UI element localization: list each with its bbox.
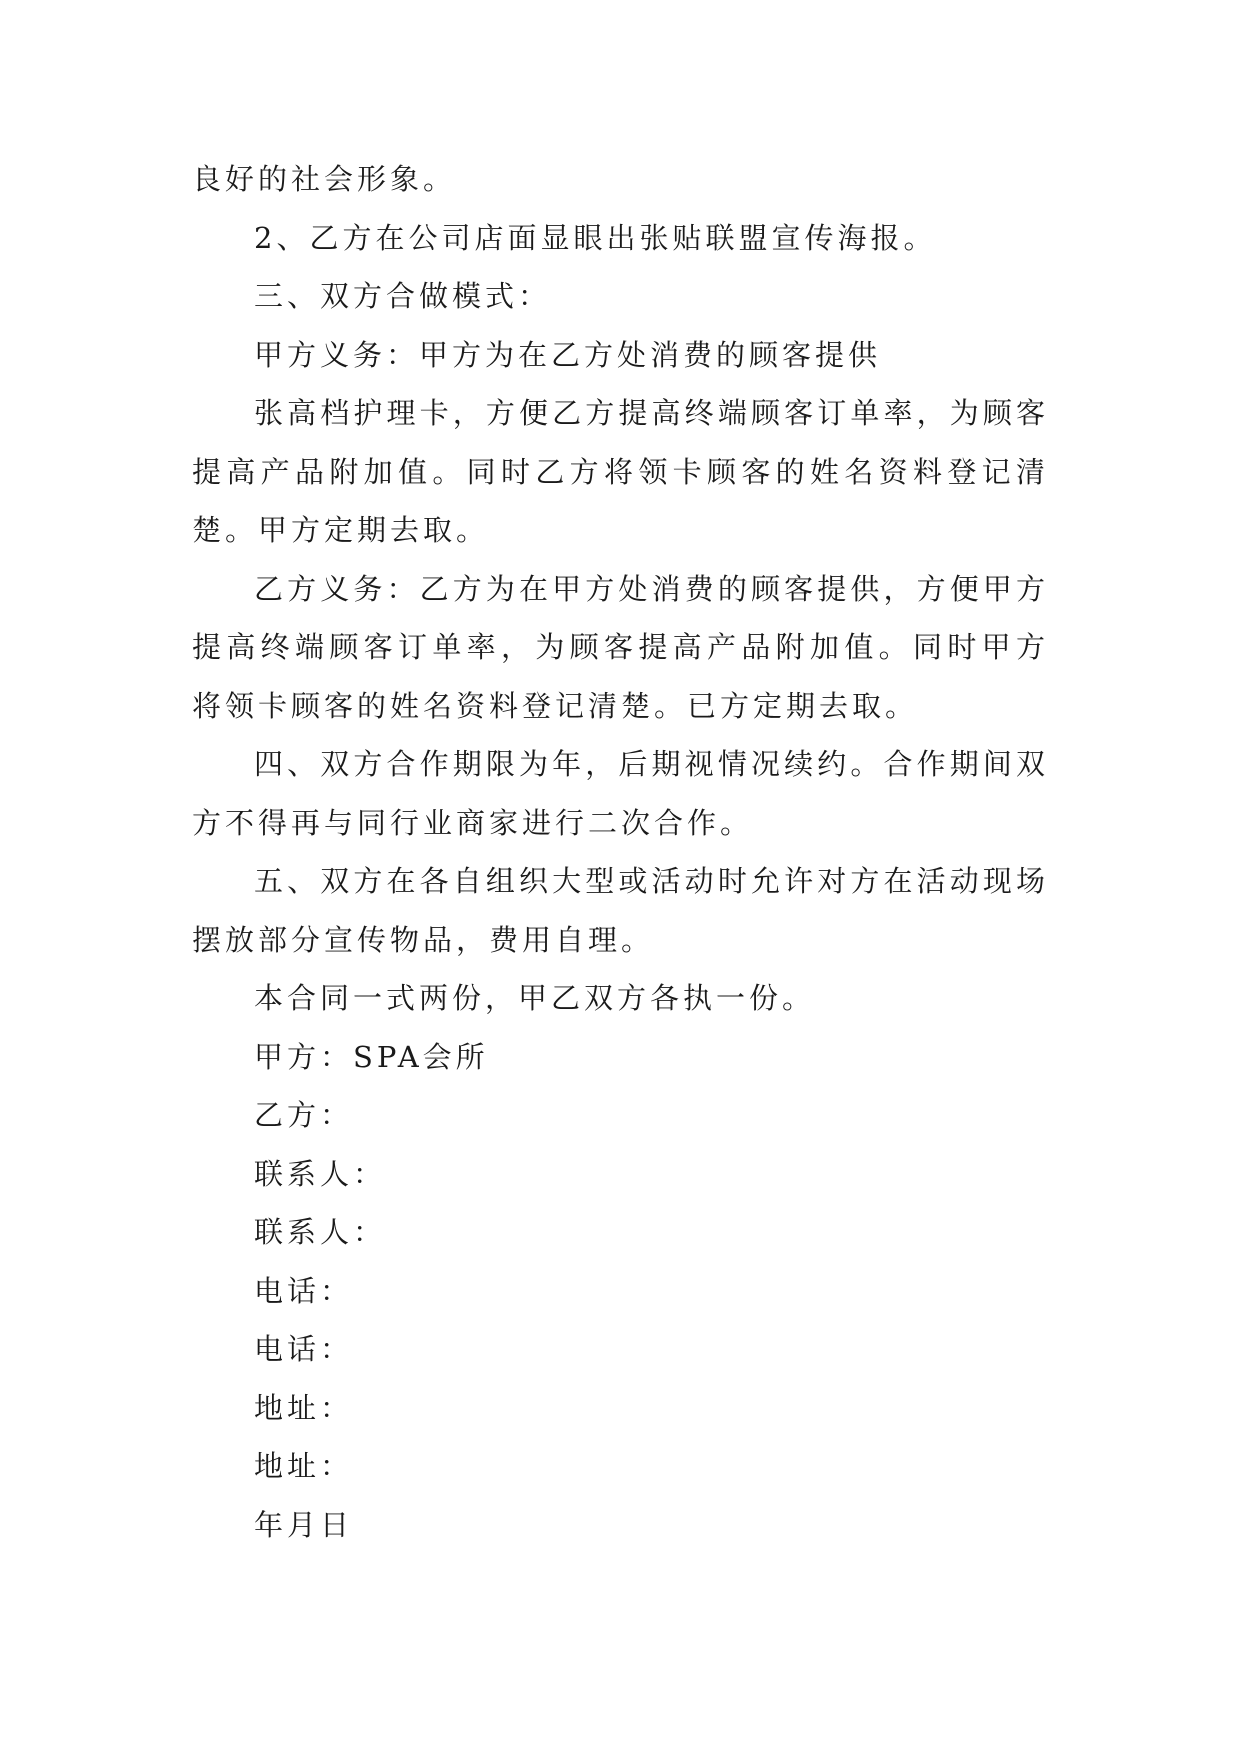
paragraph-event-promotion: 五、双方在各自组织大型或活动时允许对方在活动现场摆放部分宣传物品，费用自理。: [192, 864, 1049, 957]
paragraph-poster-clause: 2、乙方在公司店面显眼出张贴联盟宣传海报。: [254, 220, 937, 255]
section-heading-cooperation-mode: 三、双方合做模式：: [254, 279, 552, 313]
phone-a-line: 电话：: [254, 1273, 354, 1308]
paragraph-party-a-obligation-detail: 张高档护理卡，方便乙方提高终端顾客订单率，为顾客提高产品附加值。同时乙方将领卡顾客的姓名资料登记清楚。甲方定期去取。: [192, 396, 1049, 547]
contact-b-line: 联系人：: [254, 1215, 387, 1249]
party-a-line: 甲方：SPA会所: [254, 1039, 489, 1074]
contact-a-line: 联系人：: [254, 1156, 387, 1191]
party-b-line: 乙方：: [254, 1098, 354, 1132]
paragraph-social-image: 良好的社会形象。: [192, 162, 457, 196]
signature-block: [192, 1028, 1049, 1555]
address-a-line: 地址：: [254, 1390, 354, 1425]
paragraph-party-b-obligation: 乙方义务：乙方为在甲方处消费的顾客提供，方便甲方提高终端顾客订单率，为顾客提高产品附加值。同时甲方将领卡顾客的姓名资料登记清楚。已方定期去取。: [192, 571, 1049, 723]
paragraph-cooperation-term: 四、双方合作期限为年，后期视情况续约。合作期间双方不得再与同行业商家进行二次合作。: [192, 747, 1049, 840]
paragraph-party-a-obligation-intro: 甲方义务：甲方为在乙方处消费的顾客提供: [254, 337, 882, 372]
paragraph-contract-copies: 本合同一式两份，甲乙双方各执一份。: [254, 981, 816, 1015]
date-line: 年月日: [254, 1507, 354, 1542]
address-b-line: 地址：: [254, 1449, 354, 1483]
phone-b-line: 电话：: [254, 1332, 354, 1366]
